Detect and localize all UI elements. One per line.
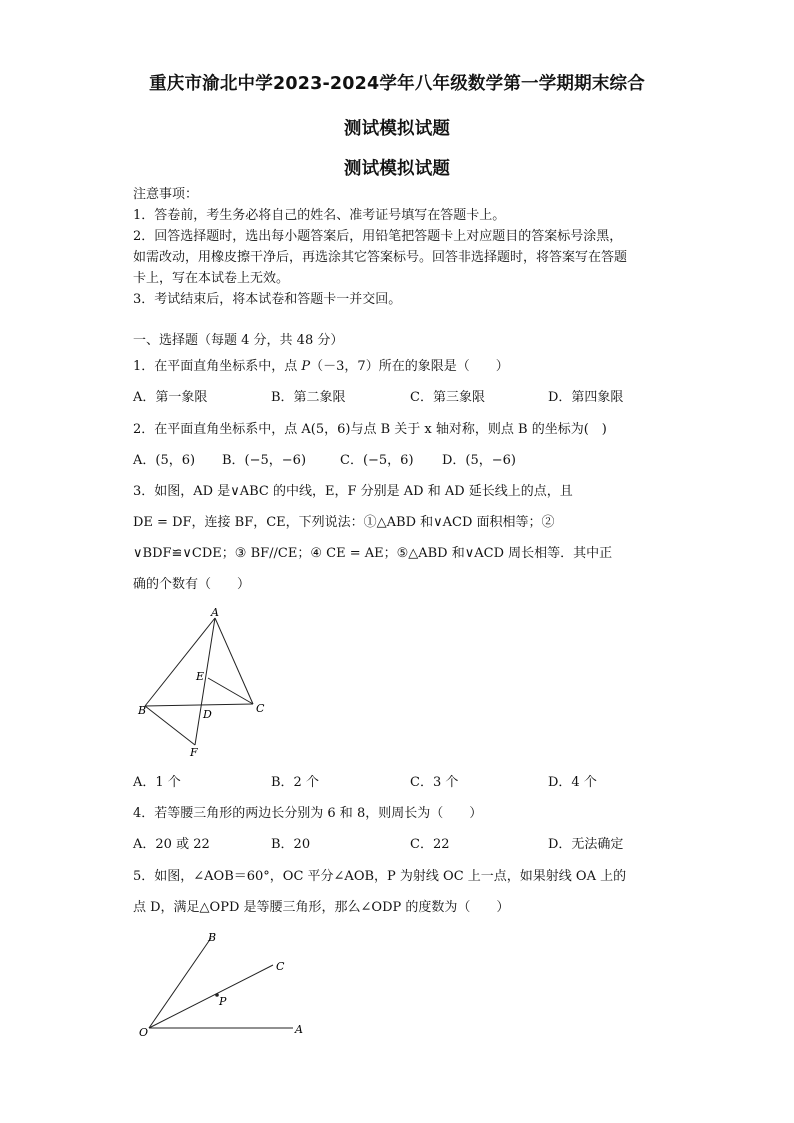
- q5-ray-ob: [149, 938, 211, 1028]
- q3-segment-ab: [145, 618, 215, 706]
- notice-item-2-cont2: 卡上，写在本试卷上无效。: [133, 271, 290, 286]
- q3-triangle-figure: [133, 605, 273, 765]
- question-4: 4．若等腰三角形的两边长分别为 6 和 8，则周长为（ ）: [133, 806, 483, 821]
- q1-option-b: B．第二象限: [271, 390, 346, 405]
- q5-label-a: A: [295, 1023, 303, 1036]
- q2-option-a: A．(5，6): [133, 453, 196, 468]
- q3-label-e: E: [196, 670, 205, 683]
- exam-title-line1: 重庆市渝北中学2023-2024学年八年级数学第一学期期末综合: [149, 74, 645, 94]
- q3-label-b: B: [138, 704, 147, 717]
- q3-label-a: A: [211, 606, 219, 619]
- notice-item-2-cont: 如需改动，用橡皮擦干净后，再选涂其它答案标号。回答非选择题时，将答案写在答题: [133, 250, 628, 265]
- q5-angle-figure: [133, 925, 313, 1045]
- q1-option-d: D．第四象限: [548, 390, 624, 405]
- q5-label-c: C: [276, 960, 285, 973]
- q5-ray-oc: [149, 965, 273, 1028]
- q3-option-d: D．4 个: [548, 775, 597, 790]
- q5-label-p: P: [219, 995, 227, 1008]
- q2-option-b: B．(−5，−6): [222, 453, 307, 468]
- notice-item-1: 1．答卷前，考生务必将自己的姓名、准考证号填写在答题卡上。: [133, 208, 506, 223]
- q4-option-a: A．20 或 22: [133, 837, 210, 852]
- exam-title-line2: 测试模拟试题: [343, 119, 451, 139]
- question-3-line2: DE = DF，连接 BF，CE，下列说法：①△ABD 和∨ACD 面积相等；②: [133, 515, 555, 530]
- q3-option-a: A．1 个: [133, 775, 181, 790]
- notice-item-3: 3．考试结束后，将本试卷和答题卡一并交回。: [133, 292, 402, 307]
- q3-option-c: C．3 个: [410, 775, 459, 790]
- q1-text-b: （－3，7）所在的象限是（ ）: [310, 359, 509, 374]
- q3-segment-ac: [215, 618, 253, 704]
- question-1: [133, 357, 509, 377]
- q2-option-c: C．(−5，6): [340, 453, 414, 468]
- q3-segment-bc: [145, 704, 253, 706]
- q1-point: P: [301, 359, 311, 374]
- q3-option-b: B．2 个: [271, 775, 319, 790]
- q1-option-a: A．第一象限: [133, 390, 208, 405]
- question-5-line2: 点 D，满足△OPD 是等腰三角形，那么∠ODP 的度数为（ ）: [133, 900, 510, 915]
- section-heading: 一、选择题（每题 4 分，共 48 分）: [133, 333, 344, 348]
- q1-option-c: C．第三象限: [410, 390, 485, 405]
- q5-label-o: O: [139, 1026, 149, 1039]
- question-3-line3: ∨BDF≌∨CDE；③ BF//CE；④ CE = AE；⑤△ABD 和∨ACD 周长相等．其中正: [133, 546, 613, 561]
- q3-label-d: D: [203, 708, 212, 721]
- question-3-line4: 确的个数有（ ）: [133, 577, 251, 592]
- question-3-line1: 3．如图，AD 是∨ABC 的中线，E，F 分别是 AD 和 AD 延长线上的点，且: [133, 484, 573, 499]
- question-2: 2．在平面直角坐标系中，点 A(5，6)与点 B 关于 x 轴对称，则点 B 的坐标为( ): [133, 422, 607, 437]
- q3-segment-bf: [145, 706, 195, 745]
- q1-text-a: 1．在平面直角坐标系中，点: [133, 359, 302, 374]
- question-5-line1: 5．如图，∠AOB＝60°，OC 平分∠AOB，P 为射线 OC 上一点，如果射线 OA 上的: [133, 869, 627, 884]
- q3-segment-ce: [208, 678, 253, 704]
- notice-item-2: 2．回答选择题时，选出每小题答案后，用铅笔把答题卡上对应题目的答案标号涂黑，: [133, 229, 623, 244]
- notice-heading: 注意事项：: [133, 187, 199, 202]
- q4-option-c: C．22: [410, 837, 450, 852]
- q3-label-c: C: [256, 702, 265, 715]
- q4-option-b: B．20: [271, 837, 311, 852]
- q5-label-b: B: [208, 931, 217, 944]
- q3-label-f: F: [190, 746, 198, 759]
- q2-option-d: D．(5，−6): [442, 453, 517, 468]
- exam-title-line3: 测试模拟试题: [343, 159, 451, 179]
- q4-option-d: D．无法确定: [548, 837, 624, 852]
